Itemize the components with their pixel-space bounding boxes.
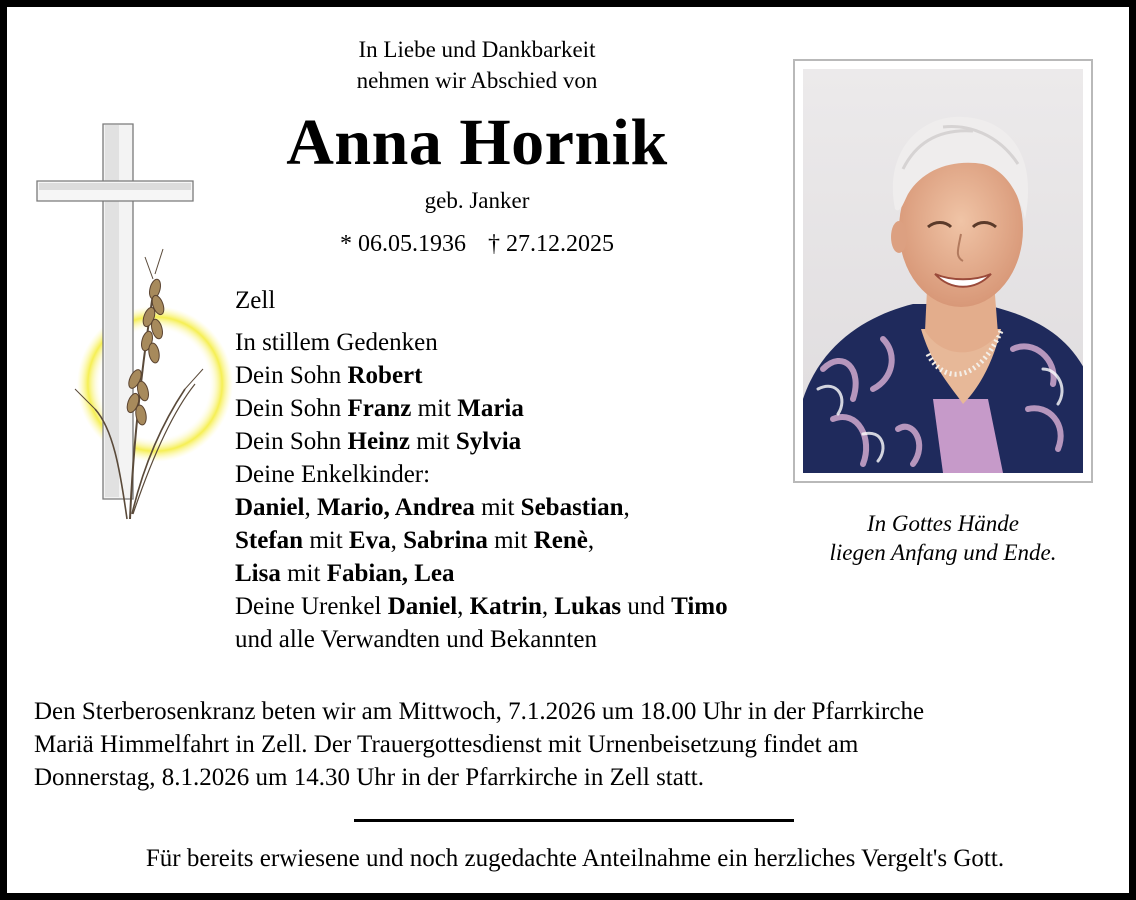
mourner-name: Lukas: [554, 593, 622, 620]
service-line-2: Mariä Himmelfahrt in Zell. Der Trauergottesdienst mit Urnenbeisetzung findet am: [34, 731, 859, 758]
service-line-1: Den Sterberosenkranz beten wir am Mittwoch, 7.1.2026 um 18.00 Uhr in der Pfarrkirche: [34, 698, 925, 725]
mourner-name: Sebastian: [520, 494, 624, 521]
mourner-name: Franz: [347, 395, 412, 422]
mourner-name: Fabian, Lea: [326, 560, 455, 587]
mourner-line: [235, 623, 728, 656]
portrait-photo: [793, 59, 1093, 483]
mourner-text: Dein Sohn: [235, 395, 348, 422]
mourner-name: Mario, Andrea: [316, 494, 475, 521]
mourner-name: Robert: [347, 362, 423, 389]
mourners-list: [235, 284, 728, 656]
mourner-name: Maria: [457, 395, 524, 422]
mourner-line: [235, 458, 728, 491]
quote-line-2: liegen Anfang und Ende.: [829, 540, 1057, 565]
deceased-name: Anna Hornik: [286, 106, 668, 179]
mourner-name: Sylvia: [455, 428, 522, 455]
mourner-line: [235, 392, 728, 425]
mourner-name: Daniel: [387, 593, 458, 620]
mourner-name: Lisa: [235, 560, 281, 587]
mourner-name: Renè: [533, 527, 588, 554]
intro-line-2: nehmen wir Abschied von: [356, 68, 598, 93]
quote: [793, 509, 1093, 567]
mourner-name: Eva: [348, 527, 391, 554]
mourner-line: [235, 557, 728, 590]
service-details: [34, 695, 1124, 794]
mourner-text: und alle Verwandten und Bekannten: [235, 626, 597, 653]
mourner-text: mit: [487, 527, 534, 554]
mourner-text: mit: [303, 527, 349, 554]
mourner-text: Deine Urenkel: [235, 593, 388, 620]
quote-line-1: In Gottes Hände: [866, 511, 1020, 536]
thanks-text: Für bereits erwiesene und noch zugedachte Anteilnahme ein herzliches Vergelt's Gott.: [145, 845, 1005, 872]
portrait-image: [803, 69, 1083, 473]
mourner-text: ,: [587, 527, 595, 554]
mourner-text: mit: [411, 395, 458, 422]
mourner-text: und: [621, 593, 672, 620]
mourner-text: ,: [541, 593, 555, 620]
mourner-text: ,: [304, 494, 317, 521]
mourners-heading: In stillem Gedenken: [235, 329, 438, 356]
mourner-line: [235, 491, 728, 524]
mourner-text: ,: [623, 494, 630, 521]
mourner-text: mit: [280, 560, 327, 587]
place: Zell: [235, 287, 276, 314]
mourner-text: mit: [474, 494, 521, 521]
mourner-name: Daniel: [235, 494, 305, 521]
mourner-text: Dein Sohn: [235, 362, 348, 389]
intro-line-1: In Liebe und Dankbarkeit: [358, 37, 596, 62]
intro-text: [237, 34, 717, 96]
life-dates: [237, 231, 717, 258]
mourner-name: Sabrina: [403, 527, 488, 554]
mourner-line: [235, 425, 728, 458]
mourner-text: Deine Enkelkinder:: [235, 461, 431, 488]
divider: [354, 819, 794, 822]
death-date: † 27.12.2025: [488, 231, 614, 257]
mourner-text: Dein Sohn: [235, 428, 348, 455]
mourner-line: [235, 590, 728, 623]
birth-date: * 06.05.1936: [340, 231, 466, 257]
birth-name: geb. Janker: [424, 188, 530, 213]
mourner-name: Stefan: [235, 527, 304, 554]
mourner-line: [235, 524, 728, 557]
mourner-line: [235, 359, 728, 392]
mourner-text: ,: [457, 593, 470, 620]
mourner-text: ,: [390, 527, 404, 554]
service-line-3: Donnerstag, 8.1.2026 um 14.30 Uhr in der Pfarrkirche in Zell statt.: [34, 764, 704, 791]
mourner-name: Katrin: [469, 593, 542, 620]
mourner-name: Heinz: [347, 428, 410, 455]
mourner-name: Timo: [671, 593, 728, 620]
mourner-text: mit: [410, 428, 456, 455]
